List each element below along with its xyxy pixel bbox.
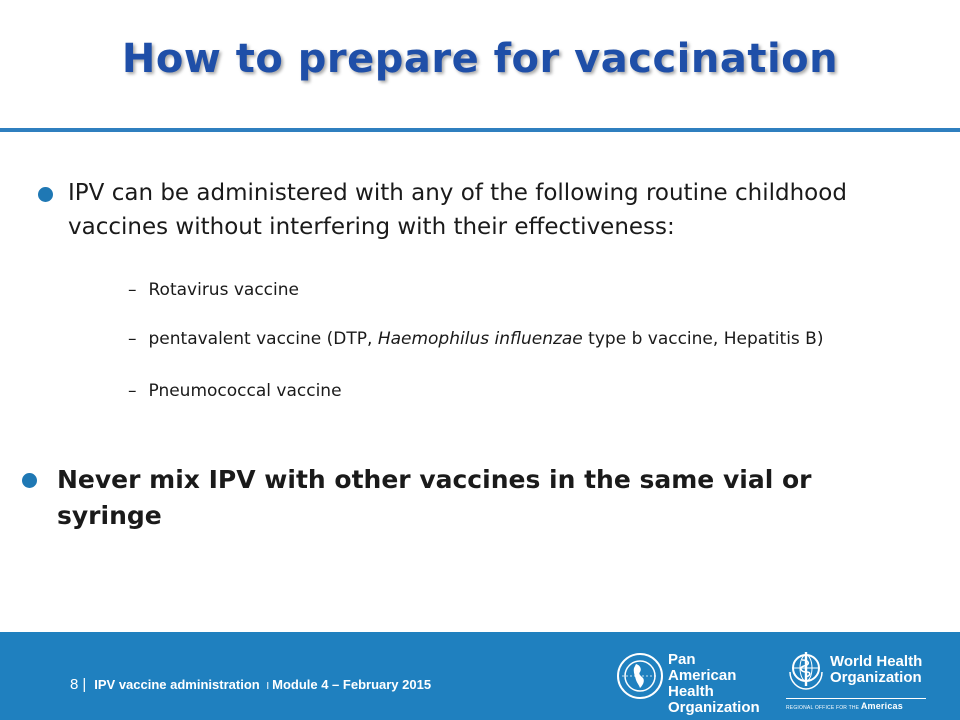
footer-divider: I bbox=[266, 681, 270, 692]
dash-icon: – bbox=[128, 381, 137, 401]
bullet-co-administration bbox=[38, 176, 918, 244]
who-regional-label: REGIONAL OFFICE FOR THE bbox=[786, 705, 860, 711]
who-regional-caption bbox=[786, 701, 903, 711]
footer-caption bbox=[70, 676, 431, 693]
dash-icon: – bbox=[128, 280, 137, 300]
sub-item-rotavirus bbox=[128, 279, 299, 301]
bullet-dot-icon bbox=[38, 187, 53, 202]
paho-line-3: Organization bbox=[668, 699, 760, 716]
paho-line-2: Health bbox=[668, 683, 714, 700]
sub-item-text: Pneumococcal vaccine bbox=[148, 381, 342, 401]
paho-logo bbox=[616, 650, 766, 716]
paho-wordmark bbox=[668, 652, 766, 716]
who-logo bbox=[786, 648, 946, 710]
paho-emblem-icon bbox=[616, 652, 664, 700]
who-region-name: Americas bbox=[860, 701, 903, 711]
bullet-text: Never mix IPV with other vaccines in the same vial or syringe bbox=[57, 465, 812, 530]
footer-module: Module 4 – February 2015 bbox=[272, 677, 432, 692]
who-emblem-icon bbox=[786, 648, 826, 692]
slide-title: How to prepare for vaccination bbox=[121, 36, 839, 82]
sub-item-text-tail: type b vaccine, Hepatitis B) bbox=[582, 329, 824, 349]
bullet-never-mix bbox=[22, 462, 922, 534]
who-line-2: Organization bbox=[830, 669, 922, 686]
title-divider bbox=[0, 128, 960, 132]
sub-item-text: Rotavirus vaccine bbox=[148, 280, 299, 300]
page-separator: | bbox=[82, 676, 87, 693]
paho-line-1: Pan American bbox=[668, 651, 737, 684]
who-divider bbox=[786, 698, 926, 699]
footer-title: IPV vaccine administration bbox=[94, 677, 260, 692]
sub-item-italic-text: Haemophilus influenzae bbox=[377, 329, 583, 349]
dash-icon: – bbox=[128, 329, 137, 349]
sub-item-pneumococcal bbox=[128, 380, 342, 402]
bullet-text: IPV can be administered with any of the following routine childhood vaccines without interfering with their effectiveness: bbox=[68, 180, 847, 240]
who-wordmark bbox=[830, 654, 922, 686]
page-number: 8 bbox=[70, 676, 79, 693]
sub-item-pentavalent bbox=[128, 328, 823, 350]
bullet-dot-icon bbox=[22, 473, 37, 488]
who-line-1: World Health bbox=[830, 653, 923, 670]
sub-item-text: pentavalent vaccine (DTP, bbox=[148, 329, 378, 349]
